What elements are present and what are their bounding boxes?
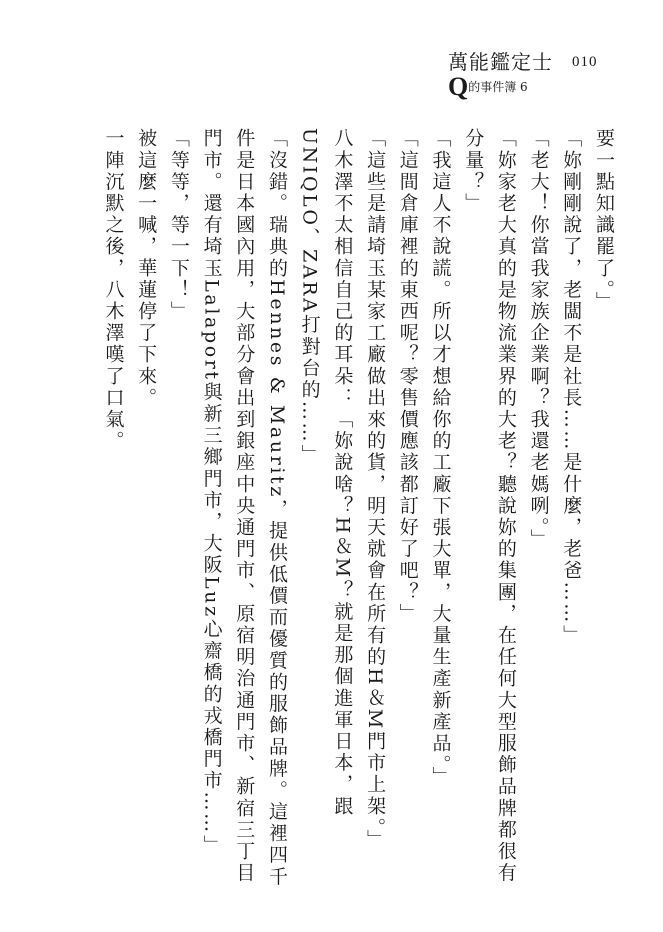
paragraph: 一陣沉默之後，八木澤嘆了口氣。 bbox=[102, 128, 125, 452]
subtitle-text: 的事件簿 6 bbox=[468, 80, 528, 94]
subtitle-letter: Q bbox=[448, 72, 469, 101]
paragraph: 要一點知識罷了。」 bbox=[593, 128, 615, 313]
paragraph: 「妳剛剛說了，老闆不是社長……是什麼，老爸……」 bbox=[560, 128, 583, 647]
page-header bbox=[448, 46, 648, 106]
paragraph: 「我這人不說謊。所以才想給你的工廠下張大單，大量生產新產品。」 bbox=[429, 128, 452, 789]
paragraph: 八木澤不太相信自己的耳朵：「妳說啥？H＆M？就是那個進軍日本，跟UNIQLO、ZARA打對台的……」 bbox=[298, 128, 354, 818]
paragraph: 被這麼一喊，華蓮停了下來。 bbox=[135, 128, 158, 409]
book-subtitle bbox=[448, 72, 528, 102]
paragraph: 「這間倉庫裡的東西呢？零售價應該都訂好了吧？」 bbox=[396, 128, 419, 625]
paragraph: 「妳家老大真的是物流業界的大老？聽說妳的集團，在任何大型服飾品牌都很有分量？」 bbox=[462, 128, 517, 884]
body-text bbox=[80, 128, 620, 888]
page-number: 010 bbox=[572, 54, 598, 70]
book-title: 萬能鑑定士 bbox=[448, 50, 553, 74]
paragraph: 「這些是請埼玉某家工廠做出來的貨，明天就會在所有的H＆M門市上架。」 bbox=[364, 128, 387, 851]
paragraph: 「老大！你當我家族企業啊？我還老媽咧。」 bbox=[527, 128, 550, 551]
paragraph: 「沒錯。瑞典的Hennes & Mauritz，提供低價而優質的服飾品牌。這裡四千件是日本國內用，大部分會出到銀座中央通門市、原宿明治通門市、新宿三丁目門市。還有埼玉Lalaport與新三鄉門市，大阪Luz心齋橋的戎橋門市……」 bbox=[200, 128, 288, 888]
paragraph: 「等等，等一下！」 bbox=[167, 128, 190, 323]
